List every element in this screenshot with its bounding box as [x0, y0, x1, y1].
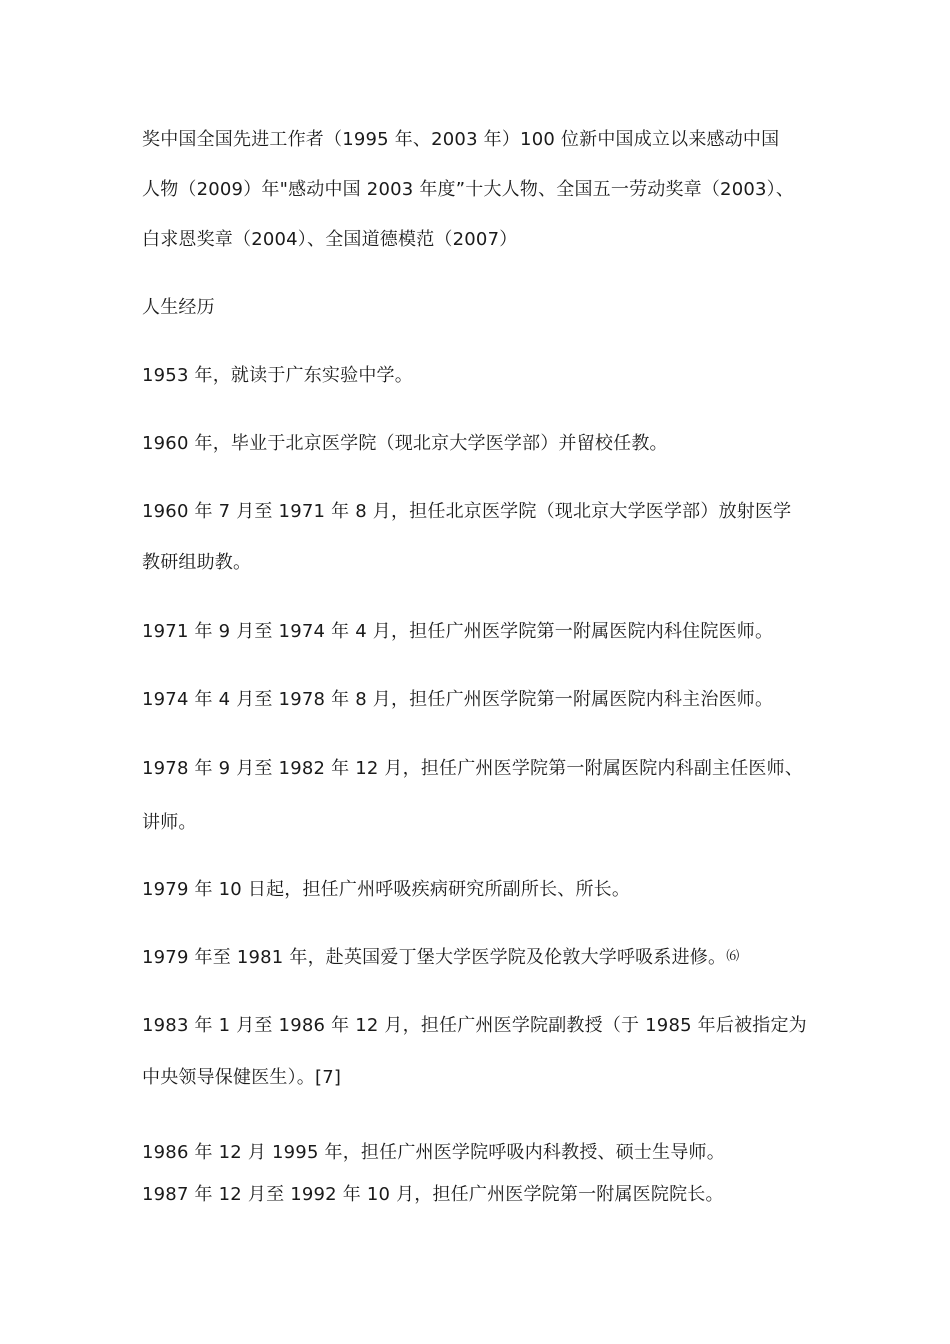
- timeline-entry-1983-1986-line-1: 1983 年 1 月至 1986 年 12 月，担任广州医学院副教授（于 1985 年后被指定为: [142, 1015, 807, 1036]
- timeline-entry-1953: 1953 年，就读于广东实验中学。: [142, 365, 413, 386]
- intro-line-3: 白求恩奖章（2004）、全国道德模范（2007）: [142, 229, 518, 250]
- section-heading: 人生经历: [142, 297, 215, 318]
- timeline-entry-1974-1978: 1974 年 4 月至 1978 年 8 月，担任广州医学院第一附属医院内科主治医师。: [142, 689, 774, 710]
- timeline-entry-1979-1981-text: 1979 年至 1981 年，赴英国爱丁堡大学医学院及伦敦大学呼吸系进修。: [142, 947, 727, 968]
- timeline-entry-1960-1971-line-2: 教研组助教。: [142, 552, 252, 573]
- timeline-entry-1960: 1960 年，毕业于北京医学院（现北京大学医学部）并留校任教。: [142, 433, 668, 454]
- footnote-marker: ⑹: [726, 949, 740, 964]
- timeline-entry-1979: 1979 年 10 日起，担任广州呼吸疾病研究所副所长、所长。: [142, 879, 631, 900]
- timeline-entry-1978-1982-line-1: 1978 年 9 月至 1982 年 12 月，担任广州医学院第一附属医院内科副主任医师、: [142, 758, 804, 779]
- timeline-entry-1979-1981: [142, 945, 739, 970]
- timeline-entry-1986-1995: 1986 年 12 月 1995 年，担任广州医学院呼吸内科教授、硕士生导师。: [142, 1142, 725, 1163]
- timeline-entry-1978-1982-line-2: 讲师。: [142, 812, 197, 833]
- timeline-entry-1983-1986-line-2: 中央领导保健医生）。[7]: [142, 1067, 342, 1088]
- timeline-entry-1987-1992: 1987 年 12 月至 1992 年 10 月，担任广州医学院第一附属医院院长。: [142, 1184, 724, 1205]
- timeline-entry-1971-1974: 1971 年 9 月至 1974 年 4 月，担任广州医学院第一附属医院内科住院医师。: [142, 621, 774, 642]
- intro-line-1: 奖中国全国先进工作者（1995 年、2003 年）100 位新中国成立以来感动中国: [142, 129, 780, 150]
- intro-line-2: 人物（2009）年"感动中国 2003 年度”十大人物、全国五一劳动奖章（2003）、: [142, 179, 795, 200]
- timeline-entry-1960-1971-line-1: 1960 年 7 月至 1971 年 8 月，担任北京医学院（现北京大学医学部）放射医学: [142, 501, 792, 522]
